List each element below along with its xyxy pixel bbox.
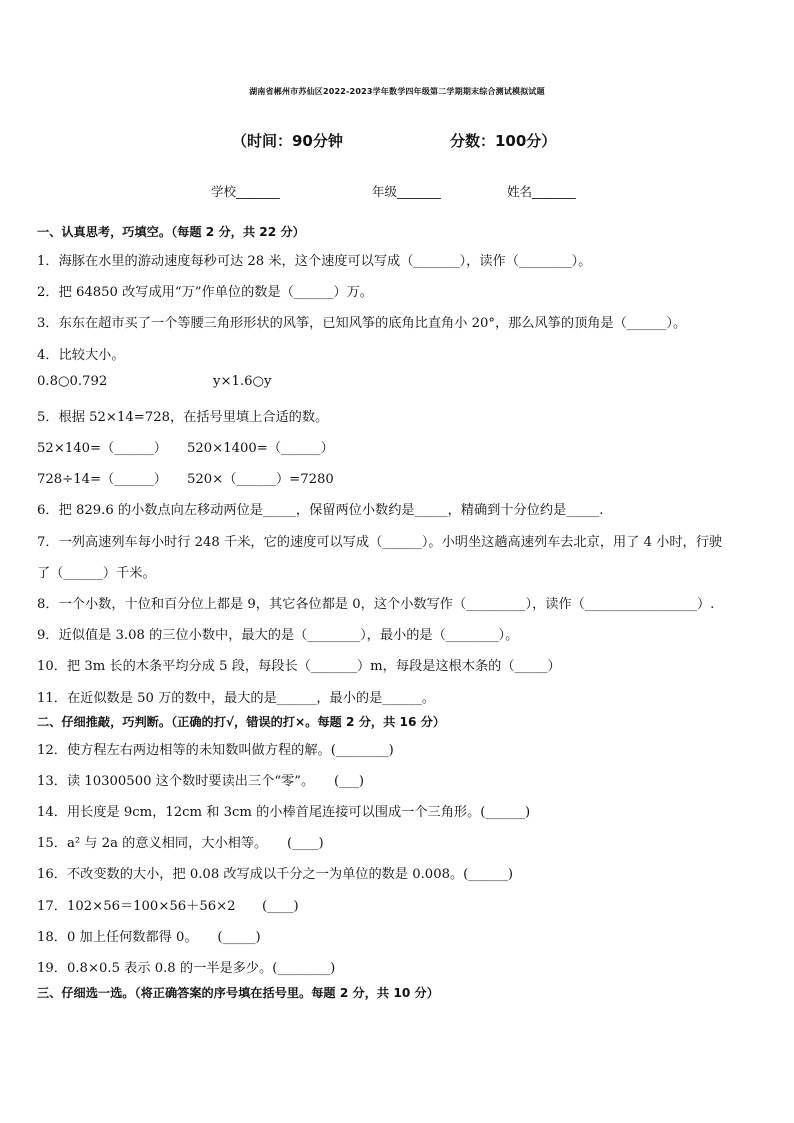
question-7: 7．一列高速列车每小时行 248 千米，它的速度可以写成（______）。小明坐这趟高速列车去北京，用了 4 小时，行驶 [37,535,723,550]
exam-score: 分数：100分） [450,132,557,150]
question-11: 11．在近似数是 50 万的数中，最大的是______，最小的是______。 [37,691,436,706]
question-5b: 520×1400=（______） [187,441,334,456]
grade-field[interactable]: 年级_______ [372,184,441,199]
question-18: 18．0 加上任何数都得 0。 (_____) [37,930,261,945]
question-19: 19．0.8×0.5 表示 0.8 的一半是多少。(________) [37,961,336,976]
question-5a: 52×140=（______） [37,441,167,456]
question-4b: y×1.6○y [213,374,272,389]
section1-heading: 一、认真思考，巧填空。（每题 2 分，共 22 分） [37,225,305,239]
question-5c: 728÷14=（______） [37,472,167,487]
question-12: 12．使方程左右两边相等的未知数叫做方程的解。(________) [37,743,394,758]
question-5d: 520×（______）=7280 [187,472,334,487]
name-field[interactable]: 姓名_______ [507,184,576,199]
school-field[interactable]: 学校_______ [211,184,280,199]
section3-heading: 三、仔细选一选。（将正确答案的序号填在括号里。每题 2 分，共 10 分） [37,986,439,1000]
question-16: 16．不改变数的大小，把 0.08 改写成以千分之一为单位的数是 0.008。(______) [37,867,514,882]
question-13: 13．读 10300500 这个数时要读出三个“零”。 (___) [37,774,365,789]
question-15: 15．a² 与 2a 的意义相同，大小相等。 (____) [37,836,324,851]
question-1: 1．海豚在水里的游动速度每秒可达 28 米，这个速度可以写成（_______），读作（________）。 [37,254,592,269]
question-7-continued: 了（______）千米。 [37,566,156,581]
question-5: 5．根据 52×14=728，在括号里填上合适的数。 [37,410,329,425]
question-8: 8．一个小数，十位和百分位上都是 9，其它各位都是 0，这个小数写作（_________），读作（_________________）. [37,597,715,612]
question-4: 4．比较大小。 [37,348,125,363]
page-title: 湖南省郴州市苏仙区2022-2023学年数学四年级第二学期期末综合测试模拟试题 [249,87,545,96]
question-6: 6．把 829.6 的小数点向左移动两位是_____，保留两位小数约是_____，精确到十分位约是_____. [37,503,604,518]
question-4a: 0.8○0.792 [37,374,108,389]
question-9: 9．近似值是 3.08 的三位小数中，最大的是（________），最小的是（________）。 [37,628,519,643]
section2-heading: 二、仔细推敲，巧判断。（正确的打√，错误的打×。每题 2 分，共 16 分） [37,715,446,729]
question-10: 10．把 3m 长的木条平均分成 5 段，每段长（_______）m，每段是这根木条的（_____） [37,659,561,674]
question-3: 3．东东在超市买了一个等腰三角形形状的风筝，已知风筝的底角比直角小 20°，那么风筝的顶角是（______）。 [37,316,687,331]
question-17: 17．102×56＝100×56＋56×2 (____) [37,899,299,914]
question-14: 14．用长度是 9cm，12cm 和 3cm 的小棒首尾连接可以围成一个三角形。(______) [37,805,531,820]
exam-duration: （时间：90分钟 [232,132,343,150]
question-2: 2．把 64850 改写成用“万”作单位的数是（______）万。 [37,285,373,300]
